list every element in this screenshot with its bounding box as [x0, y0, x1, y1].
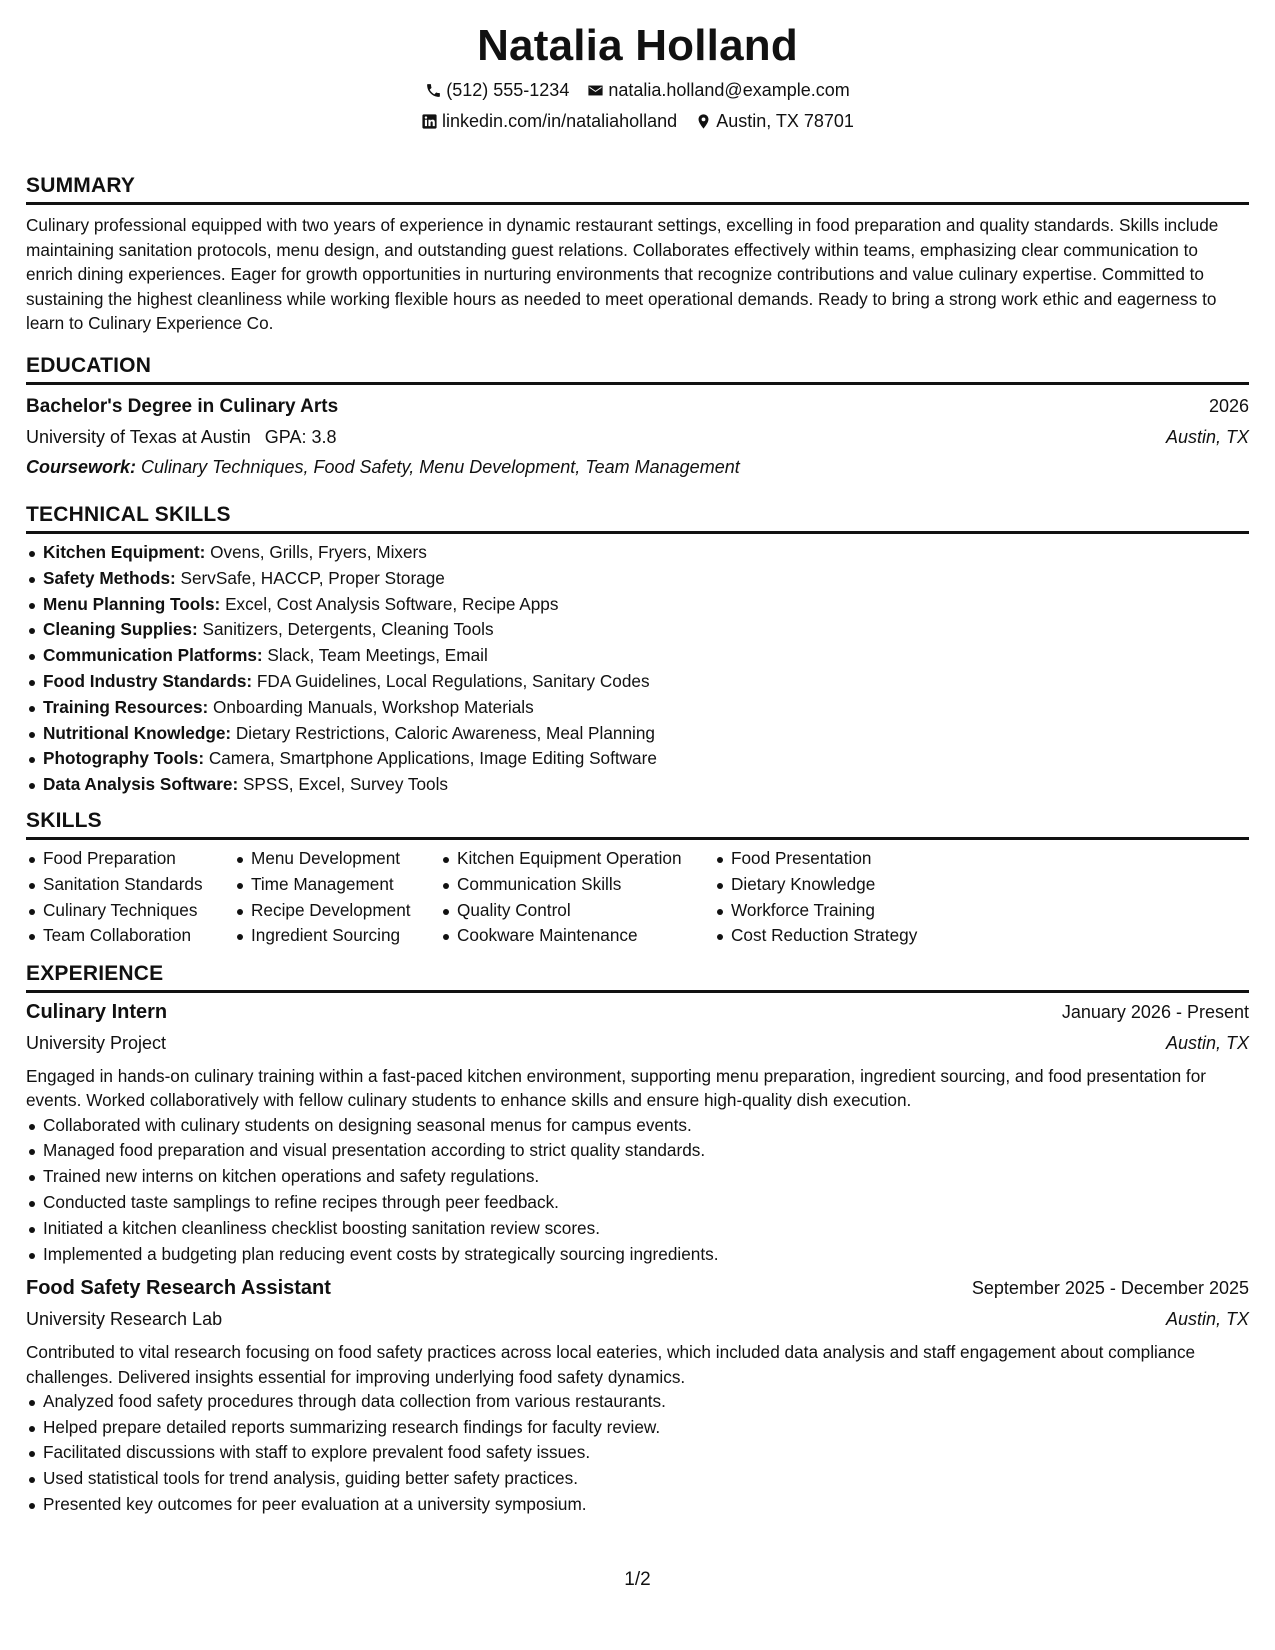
job-org-row — [26, 1030, 1249, 1056]
list-item: Presented key outcomes for peer evaluation at a university symposium. — [26, 1492, 1249, 1518]
job-org-row — [26, 1306, 1249, 1332]
envelope-icon — [587, 82, 604, 99]
list-item — [26, 540, 1249, 566]
list-item: Helped prepare detailed reports summarizing research findings for faculty review. — [26, 1415, 1249, 1441]
section-title-experience: EXPERIENCE — [26, 961, 1249, 993]
job-header-row — [26, 1277, 1249, 1300]
list-item: Kitchen Equipment Operation — [440, 846, 714, 872]
phone-text: (512) 555-1234 — [446, 80, 570, 100]
skill-category: Data Analysis Software: — [43, 774, 239, 795]
job-location: Austin, TX — [1165, 1033, 1249, 1054]
contact-row-secondary — [26, 109, 1249, 133]
skill-values: Dietary Restrictions, Caloric Awareness, Meal Planning — [235, 722, 655, 743]
job-location: Austin, TX — [1165, 1309, 1249, 1330]
skill-category: Photography Tools: — [43, 748, 205, 769]
technical-skills-section — [26, 502, 1249, 798]
skill-category: Food Industry Standards: — [43, 670, 253, 691]
map-pin-icon — [695, 113, 712, 130]
list-item — [26, 566, 1249, 592]
candidate-name: Natalia Holland — [477, 21, 798, 70]
skill-category: Menu Planning Tools: — [43, 593, 221, 614]
list-item: Cookware Maintenance — [440, 923, 714, 949]
education-school-row — [26, 424, 1249, 450]
experience-entry — [26, 1277, 1249, 1517]
list-item — [26, 721, 1249, 747]
experience-section — [26, 961, 1249, 1518]
school-info — [26, 424, 336, 450]
list-item: Managed food preparation and visual presentation according to strict quality standards. — [26, 1138, 1249, 1164]
section-title-technical-skills: TECHNICAL SKILLS — [26, 502, 1249, 534]
list-item: Trained new interns on kitchen operations and safety regulations. — [26, 1164, 1249, 1190]
degree-title: Bachelor's Degree in Culinary Arts — [26, 395, 339, 417]
technical-skills-list — [26, 540, 1249, 798]
job-organization: University Research Lab — [26, 1309, 223, 1330]
list-item: Implemented a budgeting plan reducing event costs by strategically sourcing ingredients. — [26, 1242, 1249, 1268]
list-item — [26, 695, 1249, 721]
email-contact[interactable] — [587, 78, 849, 102]
list-item — [26, 592, 1249, 618]
job-bullets — [26, 1113, 1249, 1268]
job-dates: September 2025 - December 2025 — [971, 1278, 1249, 1299]
list-item: Sanitation Standards — [26, 872, 234, 898]
list-item — [26, 617, 1249, 643]
education-section — [26, 353, 1249, 480]
skill-category: Training Resources: — [43, 696, 209, 717]
list-item: Initiated a kitchen cleanliness checklist boosting sanitation review scores. — [26, 1216, 1249, 1242]
job-dates: January 2026 - Present — [1061, 1002, 1249, 1023]
list-item: Dietary Knowledge — [714, 872, 974, 898]
job-description: Contributed to vital research focusing on food safety practices across local eateries, which included data analysis and staff engagement about compliance challenges. Delivered insights essential for improving underlying food safety dynamics. — [26, 1342, 1196, 1387]
gpa: GPA: 3.8 — [264, 426, 337, 447]
list-item — [26, 772, 1249, 798]
skills-column-4 — [714, 846, 974, 949]
skill-values: Sanitizers, Detergents, Cleaning Tools — [202, 619, 494, 640]
list-item: Workforce Training — [714, 898, 974, 924]
skill-category: Cleaning Supplies: — [43, 619, 198, 640]
coursework-list: Culinary Techniques, Food Safety, Menu Development, Team Management — [141, 456, 740, 477]
list-item: Ingredient Sourcing — [234, 923, 440, 949]
linkedin-contact[interactable] — [421, 109, 677, 133]
skill-category: Kitchen Equipment: — [43, 541, 206, 562]
skill-values: Excel, Cost Analysis Software, Recipe Apps — [225, 593, 559, 614]
list-item: Communication Skills — [440, 872, 714, 898]
list-item: Time Management — [234, 872, 440, 898]
skill-values: ServSafe, HACCP, Proper Storage — [180, 567, 445, 588]
skills-grid — [26, 846, 1249, 949]
summary-text: Culinary professional equipped with two years of experience in dynamic restaurant settings, excelling in food preparation and quality standards. Skills include maintaining sanitation protocols, menu design, and outstanding guest relations. Collaborates effectively within teams, emphasizing clear communication to enrich dining experiences. Eager for growth opportunities in nurturing environments that recognize contributions and value culinary expertise. Committed to sustaining the highest cleanliness while working flexible hours as needed to meet operational demands. Ready to bring a strong work ethic and eagerness to learn to Culinary Experience Co. — [26, 215, 1219, 334]
job-title: Food Safety Research Assistant — [26, 1277, 331, 1300]
list-item: Collaborated with culinary students on designing seasonal menus for campus events. — [26, 1113, 1249, 1139]
graduation-year: 2026 — [1208, 395, 1249, 416]
skill-category: Communication Platforms: — [43, 645, 263, 666]
section-title-education: EDUCATION — [26, 353, 1249, 385]
skill-values: SPSS, Excel, Survey Tools — [242, 774, 449, 795]
page-number: 1/2 — [624, 1569, 651, 1590]
job-organization: University Project — [26, 1033, 167, 1054]
skill-category: Safety Methods: — [43, 567, 176, 588]
list-item: Menu Development — [234, 846, 440, 872]
list-item: Used statistical tools for trend analysis, guiding better safety practices. — [26, 1466, 1249, 1492]
list-item: Culinary Techniques — [26, 898, 234, 924]
resume-page — [26, 20, 1249, 1518]
skills-section — [26, 808, 1249, 949]
list-item: Food Preparation — [26, 846, 234, 872]
list-item — [26, 746, 1249, 772]
job-description: Engaged in hands-on culinary training within a fast-paced kitchen environment, supporting menu preparation, ingredient sourcing, and food presentation for events. Worked collaboratively with fellow culinary students to enhance skills and ensure high-quality dish execution. — [26, 1066, 1206, 1111]
list-item — [26, 669, 1249, 695]
linkedin-icon — [421, 113, 438, 130]
email-text: natalia.holland@example.com — [608, 80, 850, 100]
section-title-summary: SUMMARY — [26, 173, 1249, 205]
location-text: Austin, TX 78701 — [716, 111, 854, 131]
skill-values: Camera, Smartphone Applications, Image Editing Software — [208, 748, 657, 769]
summary-section — [26, 173, 1249, 336]
linkedin-text: linkedin.com/in/nataliaholland — [442, 111, 678, 131]
list-item: Analyzed food safety procedures through data collection from various restaurants. — [26, 1389, 1249, 1415]
coursework-line — [26, 454, 1249, 480]
skills-column-1 — [26, 846, 234, 949]
skills-column-2 — [234, 846, 440, 949]
education-degree-row — [26, 393, 1249, 420]
contact-row-primary — [26, 78, 1249, 102]
skill-category: Nutritional Knowledge: — [43, 722, 232, 743]
section-title-skills: SKILLS — [26, 808, 1249, 840]
list-item: Team Collaboration — [26, 923, 234, 949]
list-item: Quality Control — [440, 898, 714, 924]
school-name: University of Texas at Austin — [26, 426, 251, 447]
list-item: Conducted taste samplings to refine recipes through peer feedback. — [26, 1190, 1249, 1216]
skills-column-3 — [440, 846, 714, 949]
skill-values: Ovens, Grills, Fryers, Mixers — [210, 541, 427, 562]
location-contact — [695, 109, 854, 133]
education-location: Austin, TX — [1165, 426, 1249, 447]
list-item: Cost Reduction Strategy — [714, 923, 974, 949]
job-header-row — [26, 1001, 1249, 1024]
skill-values: FDA Guidelines, Local Regulations, Sanitary Codes — [256, 670, 650, 691]
phone-icon — [425, 82, 442, 99]
coursework-label: Coursework: — [26, 456, 137, 477]
job-title: Culinary Intern — [26, 1001, 168, 1024]
skill-values: Slack, Team Meetings, Email — [267, 645, 488, 666]
job-bullets — [26, 1389, 1249, 1518]
list-item — [26, 643, 1249, 669]
phone-contact — [425, 78, 569, 102]
list-item: Facilitated discussions with staff to explore prevalent food safety issues. — [26, 1440, 1249, 1466]
list-item: Food Presentation — [714, 846, 974, 872]
experience-entry — [26, 1001, 1249, 1267]
list-item: Recipe Development — [234, 898, 440, 924]
skill-values: Onboarding Manuals, Workshop Materials — [213, 696, 534, 717]
